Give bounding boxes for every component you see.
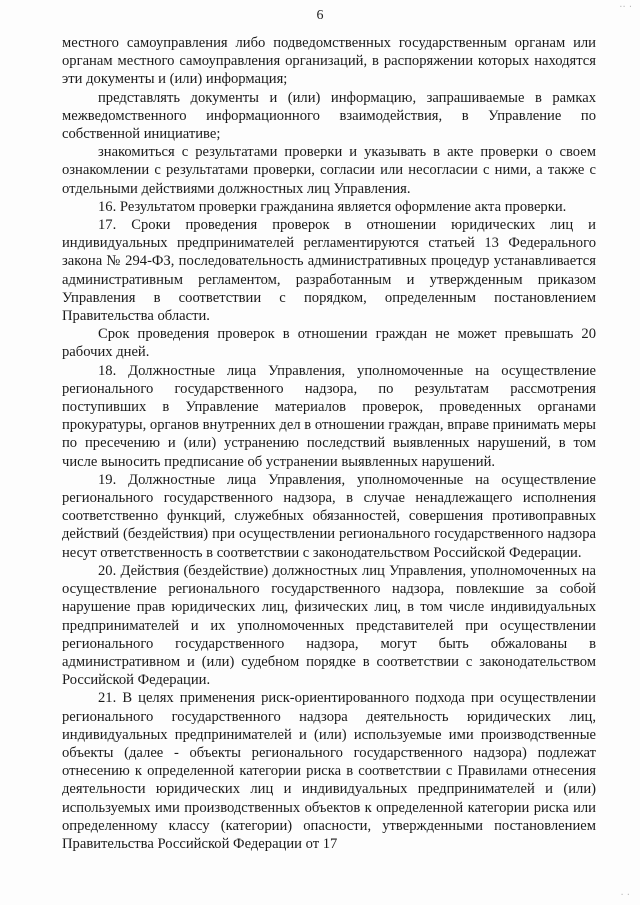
paragraph-18: 18. Должностные лица Управления, уполномоченные на осуществление регионального государственного надзора, по результатам рассмотрения поступивших в Управление материалов проверок, проведенных органами прокуратуры, органов внутренних дел в отношении граждан, вправе принимать меры по пресечению и (или) устранению последствий выявленных нарушений, в том числе выносить предписание об устранении выявленных нарушений.	[62, 362, 596, 470]
paragraph-16: 16. Результатом проверки гражданина является оформление акта проверки.	[98, 198, 567, 215]
document-body	[62, 34, 596, 853]
paragraph-review-results: знакомиться с результатами проверки и указывать в акте проверки о своем ознакомлении с результатами проверки, согласии или несогласии с ними, а также с отдельными действиями должностных лиц Управления.	[62, 144, 596, 197]
paragraph-17-citizen-term: Срок проведения проверок в отношении граждан не может превышать 20 рабочих дней.	[62, 326, 596, 361]
paragraph-submit-documents: представлять документы и (или) информацию, запрашиваемые в рамках межведомственного информационного взаимодействия, в Управление по собственной инициативе;	[62, 89, 596, 143]
scan-artifact-top: ·· ·	[619, 2, 632, 13]
page-number: 6	[316, 8, 324, 23]
paragraph-19: 19. Должностные лица Управления, уполномоченные на осуществление регионального государственного надзора, в случае ненадлежащего исполнения соответственно функций, служебных обязанностей, совершения противоправных действий (бездействия) при осуществлении регионального государственного надзора несут ответственность в соответствии с законодательством Российской Федерации.	[62, 471, 596, 561]
paragraph-continuation: местного самоуправления либо подведомственных государственным органам или органам местного самоуправления организаций, в распоряжении которых находятся эти документы и (или) информация;	[62, 35, 596, 88]
paragraph-21: 21. В целях применения риск-ориентированного подхода при осуществлении регионального государственного надзора деятельность юридических лиц, индивидуальных предпринимателей и (или) используемые ими производственные объекты (далее - объекты регионального государственного надзора) подлежат отнесению к определенной категории риска в соответствии с Правилами отнесения деятельности юридических лиц и индивидуальных предпринимателей и (или) используемых ими производственных объектов к определенной категории риска или определенному классу (категории) опасности, утвержденными постановлением Правительства Российской Федерации от 17	[62, 690, 596, 852]
paragraph-20: 20. Действия (бездействие) должностных лиц Управления, уполномоченных на осуществление регионального государственного надзора, повлекшие за собой нарушение прав юридических лиц, физических лиц, в том числе индивидуальных предпринимателей и их уполномоченных представителей при осуществлении регионального государственного надзора, могут быть обжалованы в административном и (или) судебном порядке в соответствии с законодательством Российской Федерации.	[62, 562, 596, 689]
scan-artifact-bottom: · ·	[620, 890, 630, 901]
paragraph-17: 17. Сроки проведения проверок в отношении юридических лиц и индивидуальных предпринимателей регламентируются статьей 13 Федерального закона № 294-ФЗ, последовательность административных процедур устанавливается административным регламентом, разработанным и утвержденным приказом Управления в соответствии с порядком, определенным постановлением Правительства области.	[62, 217, 596, 325]
